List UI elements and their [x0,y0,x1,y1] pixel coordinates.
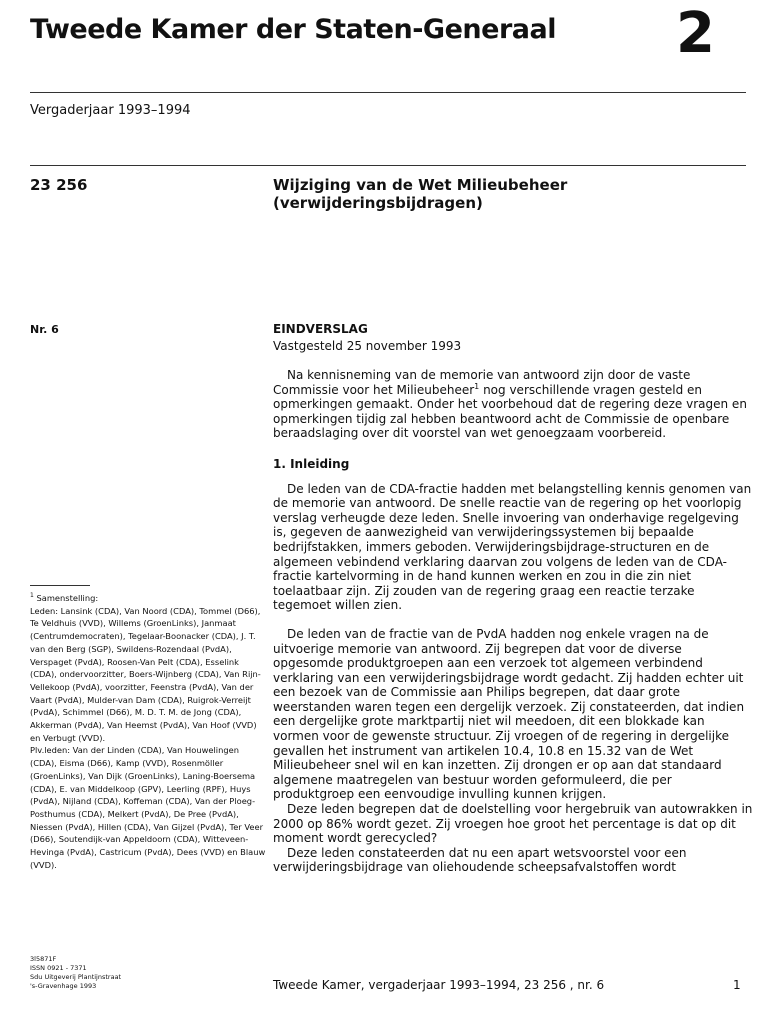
section-heading: 1. Inleiding [273,456,350,471]
paragraph: Deze leden begrepen dat de doelstelling voor hergebruik van autowrakken in 2000 op 86% wordt gezet. Zij vroegen hoe groot het percentage is dat op dit moment wordt gerecycled? [273,802,753,846]
footnote-title-text: Samenstelling: [33,593,99,603]
imprint-line: Sdu Uitgeverij Plantijnstraat [30,973,122,981]
chamber-title: Tweede Kamer der Staten-Generaal [30,14,556,45]
dossier-rule [30,165,746,166]
series-number: 2 [676,1,715,66]
footnote-title [30,592,266,605]
dossier-number: 23 256 [30,176,88,194]
footer-citation: Tweede Kamer, vergaderjaar 1993–1994, 23 256 , nr. 6 [273,978,605,992]
footnote-marker: 1 [30,592,34,600]
imprint-line: ISSN 0921 - 7371 [30,964,87,972]
footnote [30,592,266,871]
footnote-reference[interactable]: 1 [474,381,480,391]
imprint-line: 's-Gravenhage 1993 [30,982,97,990]
session-year: Vergaderjaar 1993–1994 [30,103,191,118]
imprint-line: 3l5871F [30,955,57,963]
document-number: Nr. 6 [30,323,59,336]
header-rule [30,92,746,93]
dossier-subject: Wijziging van de Wet Milieubeheer (verwijderingsbijdragen) [273,176,568,212]
footnote-members: Leden: Lansink (CDA), Van Noord (CDA), Tommel (D66), Te Veldhuis (VVD), Willems (GroenLinks), Janmaat (Centrumdemocraten), Tegelaar-Boonacker (CDA), J. T. van den Berg (SGP), Swildens-Rozendaal (PvdA), Verspaget (PvdA), Roosen-Van Pelt (CDA), Esselink (CDA), ondervoorzitter, Boers-Wijnberg (CDA), Van Rijn-Vellekoop (PvdA), voorzitter, Feenstra (PvdA), Van der Vaart (PvdA), Mulder-van Dam (CDA), Ruigrok-Verreijt (PvdA), Schimmel (D66), M. D. T. M. de Jong (CDA), Akkerman (PvdA), Van Heemst (PvdA), Van Hoof (VVD) en Verbugt (VVD). [30,605,261,743]
imprint [30,955,121,991]
document-type: EINDVERSLAG [273,322,368,336]
adopted-date: Vastgesteld 25 november 1993 [273,339,462,353]
intro-paragraph [273,368,753,441]
paragraph: Deze leden constateerden dat nu een apart wetsvoorstel voor een verwijderingsbijdrage van oliehoudende scheepsafvalstoffen wordt [273,845,687,875]
footnote-deputies: Plv.leden: Van der Linden (CDA), Van Houwelingen (CDA), Eisma (D66), Kamp (VVD), Rosenmöller (GroenLinks), Van Dijk (GroenLinks), Laning-Boersema (CDA), E. van Middelkoop (GPV), Leerling (RPF), Huys (PvdA), Nijland (CDA), Koffeman (CDA), Van der Ploeg-Posthumus (CDA), Melkert (PvdA), De Pree (PvdA), Niessen (PvdA), Hillen (CDA), Van Gijzel (PvdA), Ter Veer (D66), Soutendijk-van Appeldoorn (CDA), Witteveen-Hevinga (PvdA), Castricum (PvdA), Dees (VVD) en Blauw (VVD). [30,745,266,870]
report-body [273,368,753,875]
intro-text-a: Na kennisneming van de memorie van antwoord zijn door de vaste Commissie voor het Milieubeheer [273,368,691,397]
paragraph: De leden van de fractie van de PvdA hadden nog enkele vragen na de uitvoerige memorie van antwoord. Zij begrepen dat voor de diverse opgesomde produktgroepen aan een verzoek tot algemeen verbindend verklaring van een verwijderingsbijdrage wordt gedacht. Zij hadden echter uit een bezoek van de Commissie aan Philips begrepen, dat daar grote weerstanden waren tegen een dergelijk verzoek. Zij constateerden, dat indien een dergelijke grote marktpartij niet wil meedoen, dit een blokkade kan vormen voor de gewenste structuur. Zij vroegen of de regering in dergelijke gevallen het instrument van artikelen 10.4, 10.8 en 15.32 van de Wet Milieubeheer snel wil en kan inzetten. Zij drongen er op aan dat standaard algemene maatregelen van bestuur worden geformuleerd, die per produktgroep een eenvoudige invulling kunnen krijgen. [273,626,745,802]
paragraph: De leden van de CDA-fractie hadden met belangstelling kennis genomen van de memorie van antwoord. De snelle reactie van de regering op het voorlopig verslag verheugde deze leden. Snelle invoering van onderhavige regelgeving is, gegeven de aanwezigheid van verwijderingssystemen bij bepaalde bedrijfstakken, immers geboden. Verwijderingsbijdrage-structuren en de algemeen vebindend verklaring daarvan zou volgens de leden van de CDA-fractie kartelvorming in de hand kunnen werken en zou in die zin niet toelaatbaar zijn. Zij zouden van de regering graag een reactie terzake tegemoet willen zien. [273,481,752,613]
intro-text-b: nog verschillende vragen gesteld en opmerkingen gemaakt. Onder het voorbehoud dat de regering deze vragen en opmerkingen tijdig zal hebben beantwoord acht de Commissie de openbare beraadslaging over dit voorstel van wet genoegzaam voorbereid. [273,382,747,441]
page-number: 1 [733,978,741,992]
footnote-rule [30,585,90,586]
